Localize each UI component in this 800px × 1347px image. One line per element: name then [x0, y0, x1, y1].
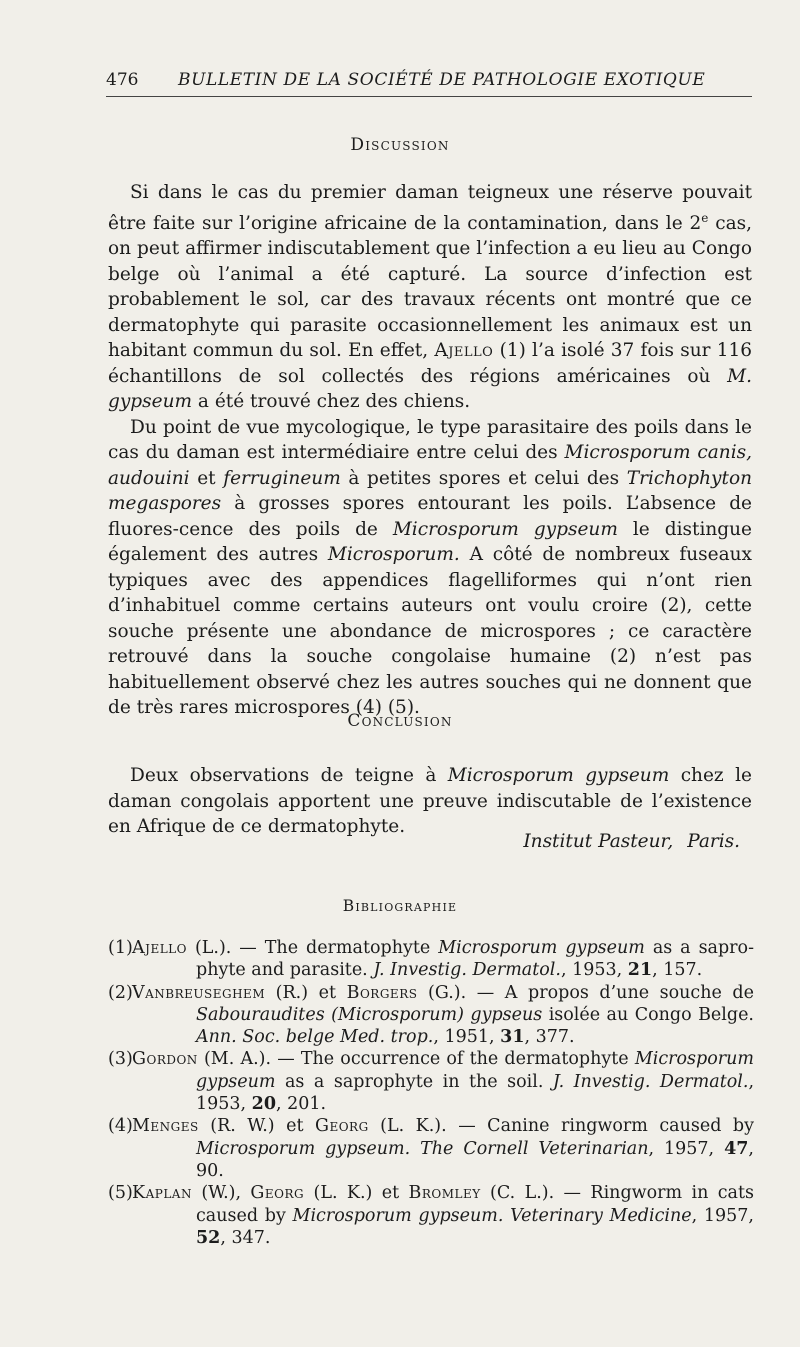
discussion-body — [108, 180, 752, 721]
conclusion-paragraph: Deux observations de teigne à Microsporum gypseum chez le daman congolais apportent une preuve indiscutable de l’existence en Afrique de ce dermatophyte. — [108, 765, 752, 837]
conclusion-body — [108, 763, 752, 840]
reference-item: (1)Ajello (L.). — The dermatophyte Microsporum gypseum as a sapro-phyte and parasite. J. Investig. Dermatol., 1953, 21, 157. — [108, 938, 754, 981]
discussion-paragraph-2: Du point de vue mycologique, le type parasitaire des poils dans le cas du daman est intermédiaire entre celui des Microsporum canis, audouini et ferrugineum à petites spores et celui des Trichophyton megaspores à grosses spores entourant les poils. L’absence de fluores-cence des poils de Microsporum gypseum le distingue également des autres Microsporum. A côté de nombreux fuseaux typiques avec des appendices flagelliformes qui n’ont rien d’inhabituel comme certains auteurs ont voulu croire (2), cette souche présente une abondance de microspores ; ce caractère retrouvé dans la souche congolaise humaine (2) n’est pas habituellement observé chez les autres souches qui ne donnent que de très rares microspores (4) (5). — [108, 416, 752, 719]
reference-item: (4)Menges (R. W.) et Georg (L. K.). — Canine ringworm caused by Microsporum gypseum. The Cornell Veterinarian, 1957, 47, 90. — [108, 1116, 754, 1181]
page-header — [106, 70, 752, 94]
header-rule — [106, 96, 752, 97]
reference-item: (5)Kaplan (W.), Georg (L. K.) et Bromley (C. L.). — Ringworm in cats caused by Microsporum gypseum. Veterinary Medicine, 1957, 52, 347. — [108, 1183, 754, 1248]
reference-item: (3)Gordon (M. A.). — The occurrence of the dermatophyte Microsporum gypseum as a saprophyte in the soil. J. Investig. Dermatol., 1953, 20, 201. — [108, 1049, 755, 1115]
page-number: 476 — [106, 70, 139, 90]
discussion-heading: Discussion — [350, 135, 450, 155]
bibliography-list — [108, 937, 754, 1249]
bibliography-heading: Bibliographie — [342, 897, 458, 915]
running-title: BULLETIN DE LA SOCIÉTÉ DE PATHOLOGIE EXOTIQUE — [178, 70, 706, 90]
author-name: Ajello — [434, 340, 494, 362]
reference-item: (2)Vanbreuseghem (R.) et Borgers (G.). — A propos d’une souche de Sabouraudites (Microsporum) gypseus isolée au Congo Belge. Ann. Soc. belge Med. trop., 1951, 31, 377. — [108, 982, 754, 1048]
conclusion-heading: Conclusion — [347, 711, 453, 731]
affiliation: Institut Pasteur, Paris. — [523, 831, 740, 852]
discussion-paragraph-1: Si dans le cas du premier daman teigneux une réserve pouvait être faite sur l’origine africaine de la contamination, dans le 2e cas, on peut affirmer indiscutablement que l’infection a eu lieu au Congo belge où l’animal a été capturé. La source d’infection est probablement le sol, car des travaux récents ont montré que ce dermatophyte qui parasite occasionnellement les animaux est un habitant commun du sol. En effet, Ajello (1) l’a isolé 37 fois sur 116 échantillons de sol collectés des régions américaines où M. gypseum a été trouvé chez des chiens. — [108, 182, 753, 413]
